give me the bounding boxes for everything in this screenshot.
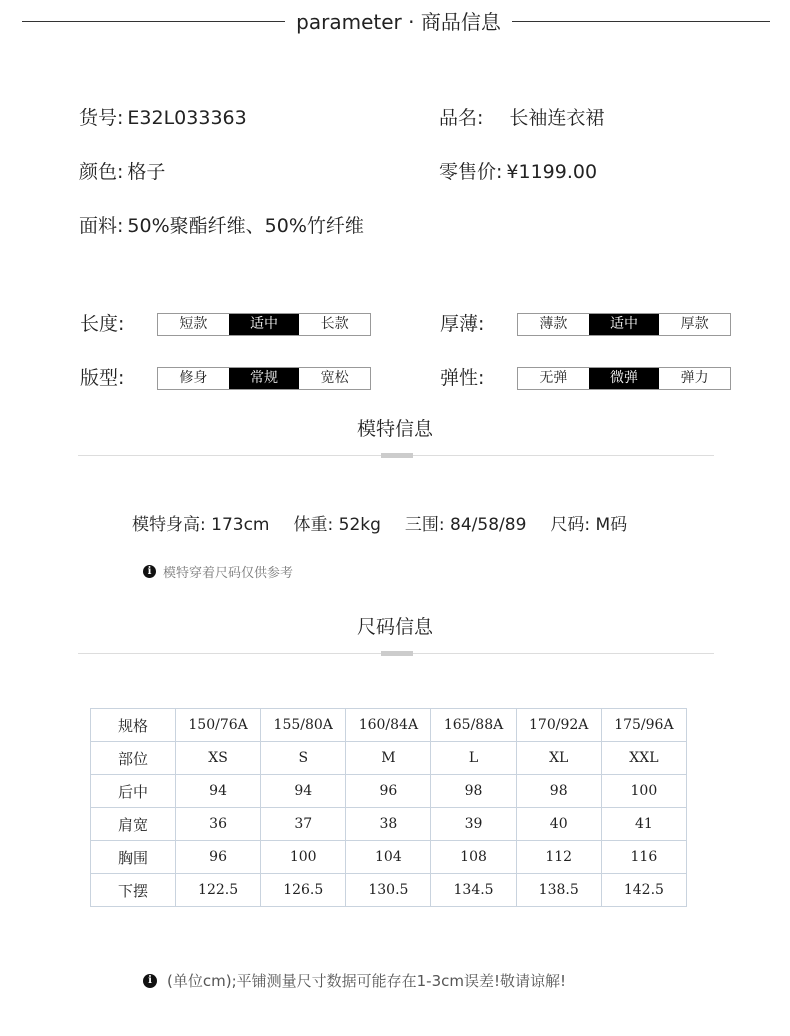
size-table bbox=[90, 708, 687, 907]
info-icon: i bbox=[143, 974, 157, 988]
fit-label: 版型: bbox=[80, 367, 125, 389]
table-cell: 37 bbox=[261, 808, 346, 841]
table-cell: 94 bbox=[176, 775, 261, 808]
table-cell: XL bbox=[516, 742, 601, 775]
table-cell: 122.5 bbox=[176, 874, 261, 907]
table-cell: 108 bbox=[431, 841, 516, 874]
elasticity-option: 无弹 bbox=[539, 370, 568, 386]
price-label: 零售价: bbox=[439, 161, 503, 183]
model-section-title: 模特信息 bbox=[356, 418, 433, 440]
elasticity-option-selected: 微弹 bbox=[589, 368, 660, 389]
sku-value: E32L033363 bbox=[127, 107, 247, 129]
table-cell: 138.5 bbox=[516, 874, 601, 907]
thickness-option: 薄款 bbox=[539, 316, 568, 332]
table-cell: M bbox=[346, 742, 431, 775]
table-cell: 170/92A bbox=[516, 709, 601, 742]
elasticity-scale bbox=[517, 367, 731, 390]
model-weight: 体重: 52kg bbox=[293, 515, 381, 535]
table-cell: S bbox=[261, 742, 346, 775]
model-size: 尺码: M码 bbox=[550, 515, 628, 535]
length-scale bbox=[157, 313, 371, 336]
fit-option: 宽松 bbox=[320, 370, 349, 386]
model-note bbox=[143, 562, 293, 581]
color-row bbox=[79, 158, 165, 186]
table-cell: 100 bbox=[601, 775, 686, 808]
model-note-text: 模特穿着尺码仅供参考 bbox=[163, 566, 294, 581]
info-icon: i bbox=[143, 565, 156, 578]
table-cell: 116 bbox=[601, 841, 686, 874]
table-row-header: 胸围 bbox=[91, 841, 176, 874]
name-value: 长袖连衣裙 bbox=[509, 107, 605, 129]
elasticity-option: 弹力 bbox=[680, 370, 709, 386]
table-cell: L bbox=[431, 742, 516, 775]
model-section-marker bbox=[381, 453, 413, 458]
thickness-option: 厚款 bbox=[680, 316, 709, 332]
table-row bbox=[91, 742, 687, 775]
table-cell: 160/84A bbox=[346, 709, 431, 742]
model-measurements: 三围: 84/58/89 bbox=[404, 515, 527, 535]
table-cell: 175/96A bbox=[601, 709, 686, 742]
sku-label: 货号: bbox=[79, 107, 124, 129]
table-cell: 104 bbox=[346, 841, 431, 874]
thickness-label: 厚薄: bbox=[440, 313, 485, 335]
sku-row bbox=[79, 104, 247, 132]
length-option-selected: 适中 bbox=[229, 314, 300, 335]
size-section-title: 尺码信息 bbox=[356, 616, 433, 638]
table-row-header: 下摆 bbox=[91, 874, 176, 907]
table-cell: 98 bbox=[516, 775, 601, 808]
table-cell: 96 bbox=[346, 775, 431, 808]
table-row bbox=[91, 808, 687, 841]
table-cell: 96 bbox=[176, 841, 261, 874]
header-rule-left bbox=[22, 21, 285, 22]
table-cell: 142.5 bbox=[601, 874, 686, 907]
table-cell: 155/80A bbox=[261, 709, 346, 742]
price-value: ¥1199.00 bbox=[506, 161, 598, 183]
price-row bbox=[439, 158, 597, 186]
table-row-header: 部位 bbox=[91, 742, 176, 775]
fit-option-selected: 常规 bbox=[229, 368, 300, 389]
model-height: 模特身高: 173cm bbox=[132, 515, 270, 535]
length-option: 长款 bbox=[320, 316, 349, 332]
fit-scale bbox=[157, 367, 371, 390]
table-cell: 98 bbox=[431, 775, 516, 808]
table-cell: XS bbox=[176, 742, 261, 775]
size-section-marker bbox=[381, 651, 413, 656]
model-stats bbox=[132, 512, 651, 538]
name-row bbox=[439, 104, 604, 132]
table-cell: 165/88A bbox=[431, 709, 516, 742]
table-cell: 41 bbox=[601, 808, 686, 841]
color-value: 格子 bbox=[127, 161, 166, 183]
table-row bbox=[91, 874, 687, 907]
name-label: 品名: bbox=[439, 107, 484, 129]
table-cell: 40 bbox=[516, 808, 601, 841]
length-label: 长度: bbox=[80, 313, 125, 335]
elasticity-label: 弹性: bbox=[440, 367, 485, 389]
page-title: parameter · 商品信息 bbox=[296, 10, 501, 34]
fabric-row bbox=[79, 212, 364, 240]
table-cell: 126.5 bbox=[261, 874, 346, 907]
table-row bbox=[91, 841, 687, 874]
table-cell: 130.5 bbox=[346, 874, 431, 907]
size-footnote-text: (单位cm);平铺测量尺寸数据可能存在1-3cm误差!敬请谅解! bbox=[167, 972, 567, 990]
color-label: 颜色: bbox=[79, 161, 124, 183]
table-row-header: 规格 bbox=[91, 709, 176, 742]
table-cell: 38 bbox=[346, 808, 431, 841]
table-cell: 36 bbox=[176, 808, 261, 841]
thickness-option-selected: 适中 bbox=[589, 314, 660, 335]
table-row bbox=[91, 775, 687, 808]
length-option: 短款 bbox=[179, 316, 208, 332]
thickness-scale bbox=[517, 313, 731, 336]
table-cell: 134.5 bbox=[431, 874, 516, 907]
fabric-value: 50%聚酯纤维、50%竹纤维 bbox=[127, 215, 364, 237]
table-cell: 39 bbox=[431, 808, 516, 841]
table-row-header: 后中 bbox=[91, 775, 176, 808]
header-rule-right bbox=[512, 21, 770, 22]
table-cell: 100 bbox=[261, 841, 346, 874]
table-cell: XXL bbox=[601, 742, 686, 775]
table-row bbox=[91, 709, 687, 742]
fit-option: 修身 bbox=[179, 370, 208, 386]
fabric-label: 面料: bbox=[79, 215, 124, 237]
table-cell: 94 bbox=[261, 775, 346, 808]
table-cell: 112 bbox=[516, 841, 601, 874]
table-cell: 150/76A bbox=[176, 709, 261, 742]
table-row-header: 肩宽 bbox=[91, 808, 176, 841]
size-footnote bbox=[143, 970, 566, 991]
